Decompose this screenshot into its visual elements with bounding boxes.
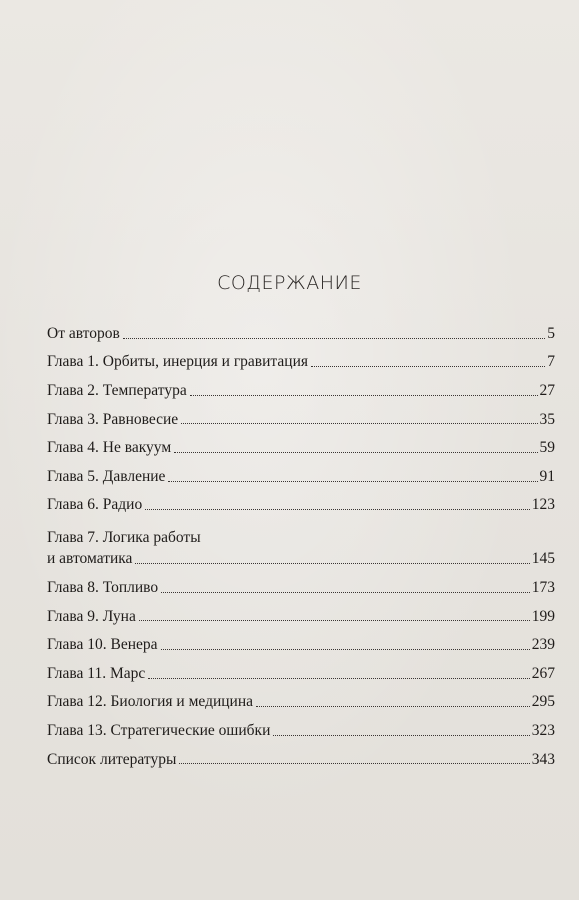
- toc-entry-chapter-11: [47, 654, 555, 683]
- toc-entry-chapter-7: [47, 514, 555, 568]
- toc-entry-chapter-13: [47, 711, 555, 740]
- toc-entry-page: 7: [547, 353, 555, 371]
- dot-leader: [139, 620, 530, 621]
- toc-entry-chapter-10: [47, 625, 555, 654]
- toc-entry-chapter-5: [47, 457, 555, 486]
- dot-leader: [145, 509, 530, 510]
- page-title: СОДЕРЖАНИЕ: [217, 272, 362, 294]
- toc-entry-page: 123: [531, 496, 555, 514]
- toc-entry-page: 5: [547, 324, 555, 342]
- toc-entry-label-line-2: и автоматика: [47, 550, 133, 568]
- dot-leader: [179, 763, 529, 764]
- toc-entry-label: Глава 3. Равновесие: [47, 410, 179, 428]
- toc-entry-label: Глава 9. Луна: [47, 607, 136, 625]
- toc-entry-page: 27: [539, 381, 555, 399]
- dot-leader: [161, 592, 530, 593]
- toc-entry-label: Список литературы: [47, 750, 177, 768]
- toc-entry-chapter-1: [47, 343, 555, 372]
- toc-entry-page: 343: [531, 750, 555, 768]
- toc-entry-authors: [47, 314, 555, 343]
- toc-entry-chapter-2: [47, 371, 555, 400]
- toc-entry-page: 145: [531, 550, 555, 568]
- toc-entry-page: 35: [539, 410, 555, 428]
- toc-entry-page: 239: [531, 636, 555, 654]
- toc-entry-label: Глава 4. Не вакуум: [47, 439, 172, 457]
- toc-entry-page: 91: [539, 467, 555, 485]
- toc-entry-label: От авторов: [47, 324, 120, 342]
- toc-entry-line-2: [47, 550, 555, 568]
- toc-entry-label: Глава 8. Топливо: [47, 578, 159, 596]
- toc-entry-chapter-4: [47, 428, 555, 457]
- toc-entry-label: Глава 12. Биология и медицина: [47, 693, 254, 711]
- toc-entry-label: Глава 6. Радио: [47, 496, 143, 514]
- toc-entry-page: 323: [531, 721, 555, 739]
- toc-entry-page: 59: [539, 439, 555, 457]
- toc-entry-page: 199: [531, 607, 555, 625]
- toc-entry-page: 267: [531, 664, 555, 682]
- dot-leader: [123, 338, 545, 339]
- toc-entry-label: Глава 13. Стратегические ошибки: [47, 721, 271, 739]
- toc-entry-page: 295: [531, 693, 555, 711]
- dot-leader: [168, 481, 537, 482]
- toc-entry-chapter-12: [47, 683, 555, 712]
- toc-entry-label: Глава 5. Давление: [47, 467, 166, 485]
- toc-entry-chapter-8: [47, 568, 555, 597]
- dot-leader: [135, 563, 529, 564]
- toc-entry-chapter-9: [47, 597, 555, 626]
- toc-entry-label: Глава 10. Венера: [47, 636, 158, 654]
- dot-leader: [190, 395, 538, 396]
- toc-entry-bibliography: [47, 740, 555, 769]
- toc-entry-chapter-6: [47, 486, 555, 515]
- dot-leader: [161, 649, 530, 650]
- dot-leader: [273, 735, 529, 736]
- toc-entry-chapter-3: [47, 400, 555, 429]
- toc-entry-label-line-1: Глава 7. Логика работы: [47, 528, 201, 546]
- dot-leader: [148, 678, 530, 679]
- toc-entry-label: Глава 2. Температура: [47, 381, 187, 399]
- dot-leader: [311, 366, 545, 367]
- toc-entry-label: Глава 1. Орбиты, инерция и гравитация: [47, 353, 308, 371]
- toc-entry-page: 173: [531, 578, 555, 596]
- dot-leader: [256, 706, 530, 707]
- toc-entry-label: Глава 11. Марс: [47, 664, 146, 682]
- dot-leader: [181, 423, 537, 424]
- table-of-contents: [47, 314, 555, 768]
- dot-leader: [174, 452, 537, 453]
